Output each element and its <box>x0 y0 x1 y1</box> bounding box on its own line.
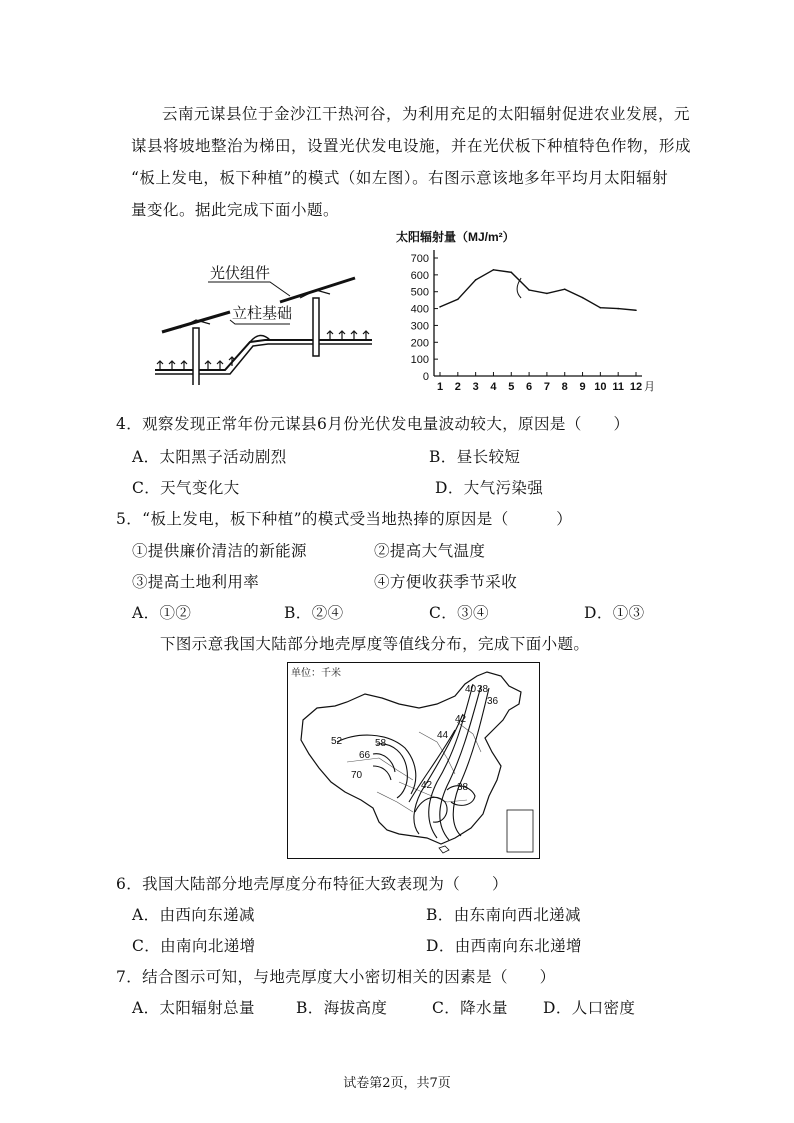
contour-label-44: 44 <box>437 730 449 741</box>
x-tick-label: 3 <box>472 381 479 392</box>
radiation-point <box>475 279 477 281</box>
q7-stem: 7．结合图示可知，与地壳厚度大小密切相关的因素是（ ） <box>116 968 556 986</box>
contour-label-4038b: 38 <box>477 684 489 695</box>
x-axis-unit: 月 <box>644 381 655 392</box>
intro-line-3: “板上发电，板下种植”的模式（如左图）。右图示意该地多年平均月太阳辐射 <box>131 169 669 187</box>
radiation-point <box>493 269 495 271</box>
crust-thickness-map <box>287 662 540 859</box>
solar-radiation-chart <box>388 222 658 392</box>
x-tick-label: 9 <box>579 381 586 392</box>
q5-option-b[interactable]: B．②④ <box>284 604 344 622</box>
q5-option-a[interactable]: A．①② <box>132 604 192 622</box>
chart-title: 太阳辐射量（MJ/m²） <box>396 230 515 244</box>
y-tick-label: 0 <box>422 371 429 383</box>
contour-label-42-north: 42 <box>455 714 467 725</box>
y-tick-label: 100 <box>410 354 429 367</box>
x-tick-label: 12 <box>629 381 643 392</box>
q6-option-b[interactable]: B．由东南向西北递减 <box>426 906 581 924</box>
x-tick-label: 11 <box>612 381 625 392</box>
radiation-point <box>635 309 637 311</box>
q4-option-a[interactable]: A．太阳黑子活动剧烈 <box>132 448 287 466</box>
q7-option-d[interactable]: D．人口密度 <box>543 999 636 1017</box>
radiation-point <box>600 307 602 309</box>
q5-statement-4: ④方便收获季节采收 <box>374 573 518 591</box>
radiation-point <box>617 308 619 310</box>
q6-stem: 6．我国大陆部分地壳厚度分布特征大致表现为（ ） <box>116 875 508 893</box>
y-tick-label: 700 <box>410 253 429 265</box>
q6-option-c[interactable]: C．由南向北递增 <box>132 937 256 955</box>
q4-option-d[interactable]: D．大气污染强 <box>435 479 544 497</box>
q7-option-a[interactable]: A．太阳辐射总量 <box>132 999 255 1017</box>
label-pillar-base: 立柱基础 <box>232 305 293 322</box>
radiation-line <box>440 270 636 310</box>
contour-label-38: 38 <box>457 782 469 793</box>
q5-statement-2: ②提高大气温度 <box>374 542 486 560</box>
contour-label-70: 70 <box>351 770 363 781</box>
radiation-point <box>439 306 441 308</box>
q6-option-d[interactable]: D．由西南向东北递增 <box>426 937 582 955</box>
label-pv-module: 光伏组件 <box>210 265 271 282</box>
intro-line-2: 谋县将坡地整治为梯田，设置光伏发电设施，并在光伏板下种植特色作物，形成 <box>131 137 692 155</box>
y-tick-label: 400 <box>410 303 429 316</box>
contour-label-52: 52 <box>331 736 343 747</box>
y-tick-label: 600 <box>410 269 429 282</box>
radiation-point <box>582 297 584 299</box>
q5-stem: 5．“板上发电，板下种植”的模式受当地热捧的原因是（ ） <box>116 510 573 528</box>
contour-label-66: 66 <box>359 750 371 761</box>
contour-label-42-south: 42 <box>421 780 433 791</box>
intro-line-1: 云南元谋县位于金沙江干热河谷，为利用充足的太阳辐射促进农业发展，元 <box>162 105 691 123</box>
pv-terrace-figure <box>150 260 380 385</box>
x-tick-label: 7 <box>543 381 550 392</box>
q4-option-b[interactable]: B．昼长较短 <box>429 448 521 466</box>
contour-label-4038a: 40 <box>465 684 477 695</box>
x-tick-label: 10 <box>594 381 607 392</box>
y-tick-label: 300 <box>410 320 429 333</box>
q4-stem: 4．观察发现正常年份元谋县6月份光伏发电量波动较大，原因是（ ） <box>116 415 630 433</box>
q5-statement-1: ①提供廉价清洁的新能源 <box>132 542 307 560</box>
radiation-point <box>546 293 548 295</box>
x-tick-label: 5 <box>508 381 515 392</box>
q7-option-c[interactable]: C．降水量 <box>432 999 508 1017</box>
radiation-point <box>564 288 566 290</box>
radiation-point <box>510 272 512 274</box>
y-tick-label: 200 <box>410 337 429 350</box>
x-tick-label: 1 <box>436 381 444 392</box>
map-unit-label: 单位：千米 <box>291 668 341 679</box>
q5-option-c[interactable]: C．③④ <box>429 604 489 622</box>
q5-option-d[interactable]: D．①③ <box>584 604 645 622</box>
q5-statement-3: ③提高土地利用率 <box>132 573 260 591</box>
x-tick-label: 8 <box>561 381 568 392</box>
q4-option-c[interactable]: C．天气变化大 <box>132 479 240 497</box>
x-tick-label: 2 <box>454 381 461 392</box>
q6-option-a[interactable]: A．由西向东递减 <box>132 906 255 924</box>
page-footer: 试卷第2页，共7页 <box>343 1076 451 1091</box>
q7-option-b[interactable]: B．海拔高度 <box>296 999 388 1017</box>
y-tick-label: 500 <box>410 286 429 299</box>
radiation-point <box>457 299 459 301</box>
contour-label-36: 36 <box>487 696 499 707</box>
x-tick-label: 6 <box>526 381 533 392</box>
intro-passage <box>131 98 691 226</box>
intro-line-4: 量变化。据此完成下面小题。 <box>131 201 340 219</box>
contour-label-58: 58 <box>375 738 387 749</box>
map-intro: 下图示意我国大陆部分地壳厚度等值线分布，完成下面小题。 <box>160 635 590 653</box>
radiation-point <box>528 289 530 291</box>
x-tick-label: 4 <box>490 381 497 392</box>
